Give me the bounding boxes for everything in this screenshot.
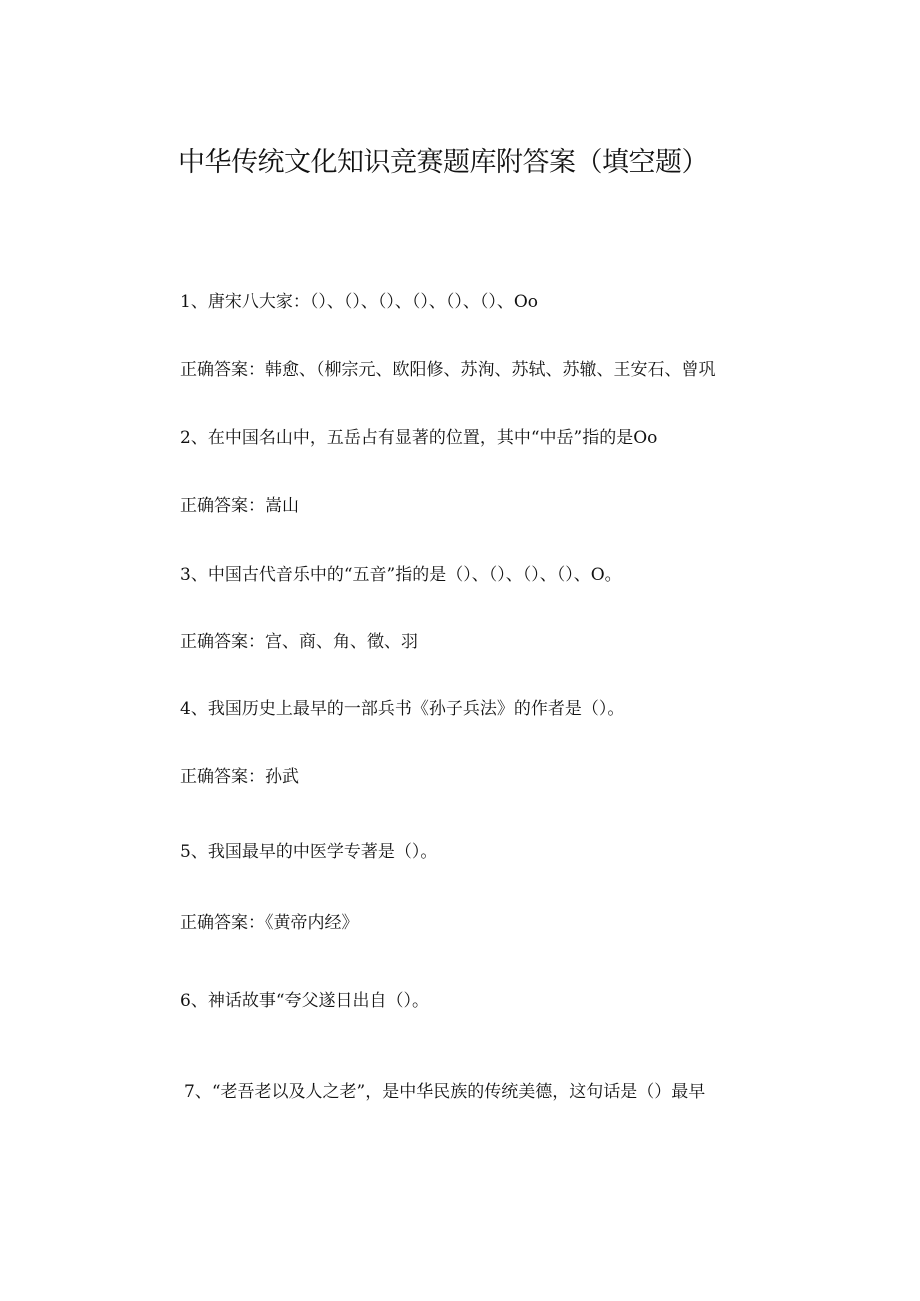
answer-1: 正确答案：韩愈、（柳宗元、欧阳修、苏洵、苏轼、苏辙、王安石、曾巩 [180,360,716,380]
answer-4: 正确答案：孙武 [180,767,299,787]
question-6: 6、神话故事“夸父遂日出自（）。 [180,991,430,1011]
answer-5: 正确答案：《黄帝内经》 [180,913,359,933]
answer-2: 正确答案：嵩山 [180,496,299,516]
question-1: 1、唐宋八大家：（）、（）、（）、（）、（）、（）、Oo [180,292,538,312]
answer-3: 正确答案：宫、商、角、徵、羽 [180,632,418,652]
question-7: 7、“老吾老以及人之老”，是中华民族的传统美德，这句话是（）最早 [184,1082,706,1102]
question-2: 2、在中国名山中，五岳占有显著的位置，其中“中岳”指的是Oo [180,428,658,448]
document-title: 中华传统文化知识竞赛题库附答案（填空题） [178,147,708,178]
question-5: 5、我国最早的中医学专著是（）。 [180,842,438,862]
question-3: 3、中国古代音乐中的“五音”指的是（）、（）、（）、（）、O。 [180,565,622,585]
question-4: 4、我国历史上最早的一部兵书《孙子兵法》的作者是（）。 [180,699,625,719]
